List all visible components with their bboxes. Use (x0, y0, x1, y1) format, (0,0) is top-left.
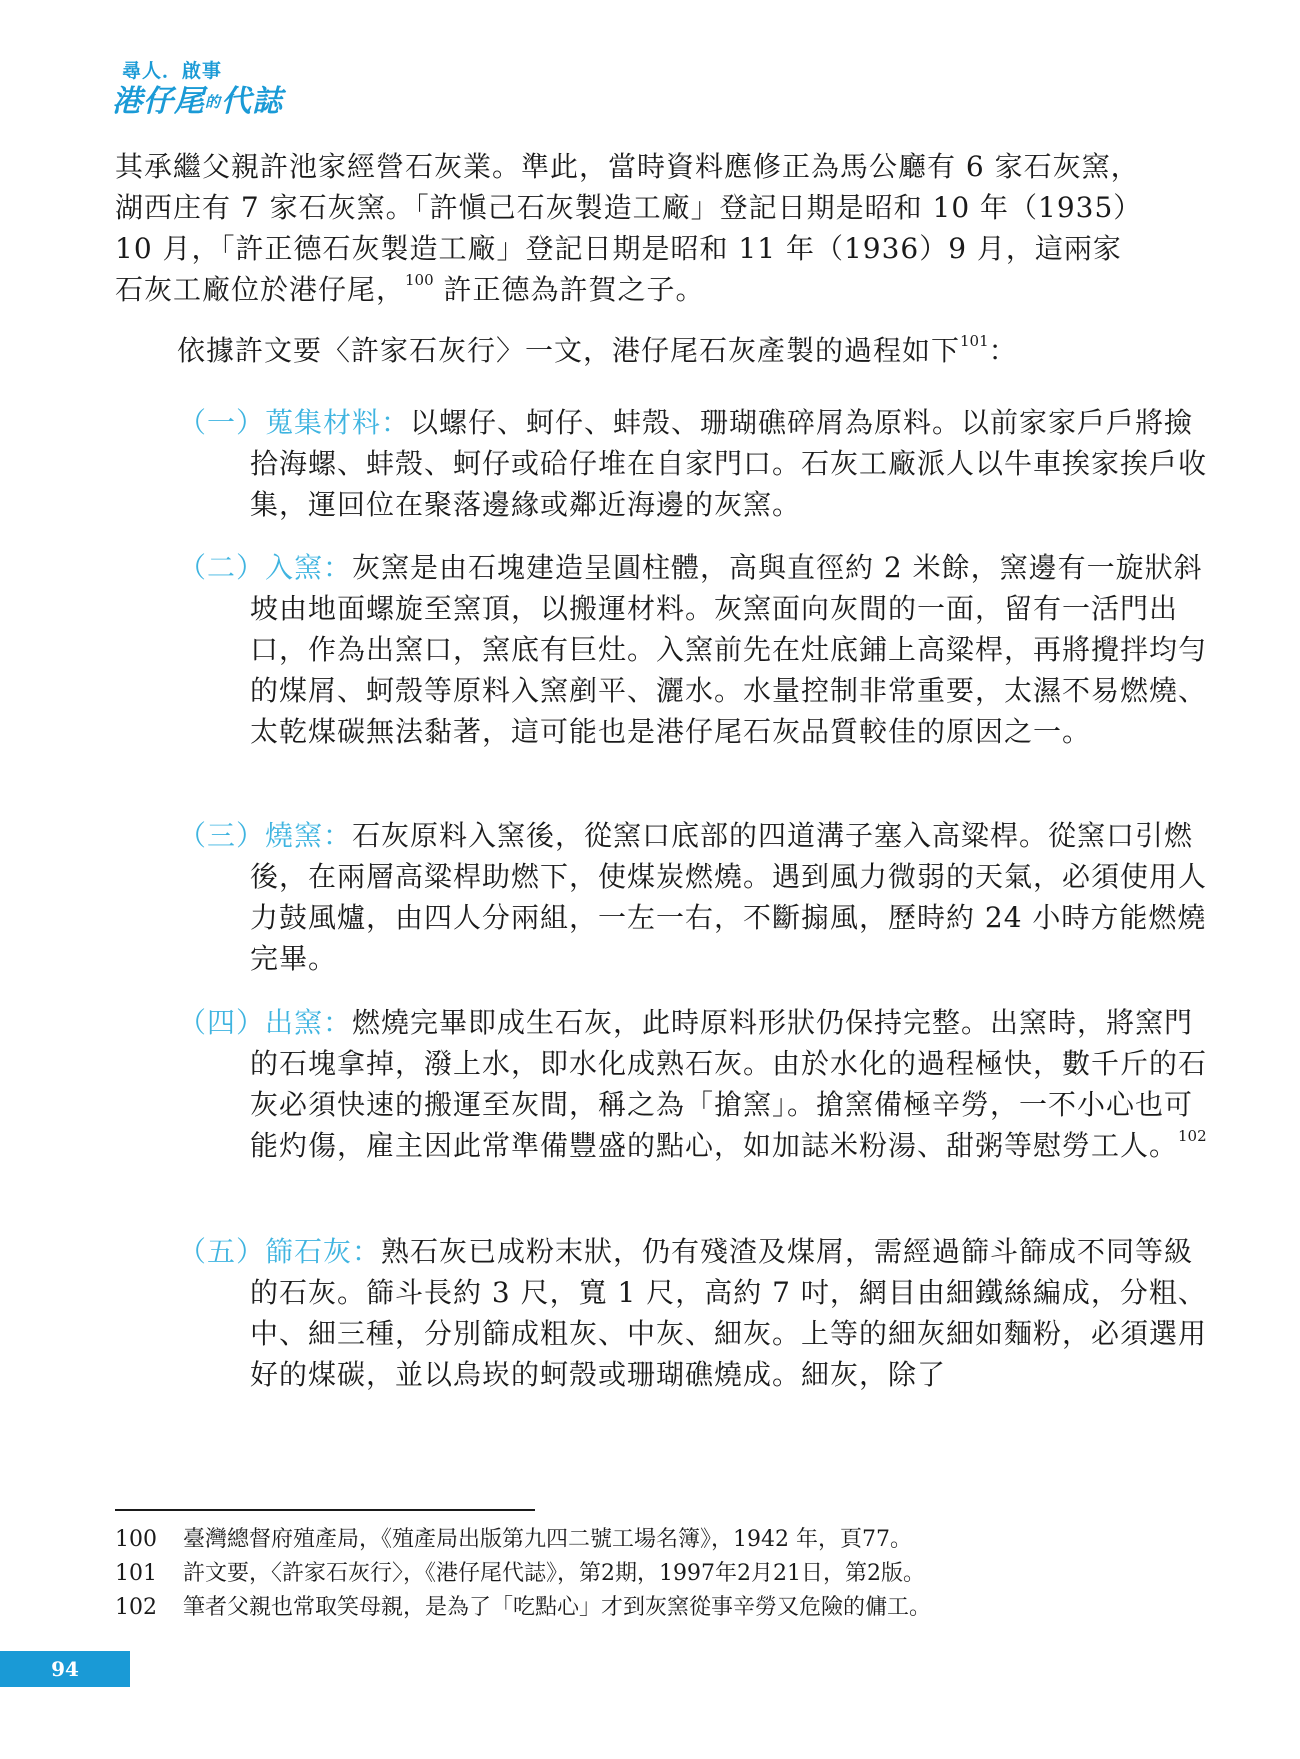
footnote-divider (115, 1509, 535, 1511)
masthead-subtitle: 尋人．啟事 (122, 60, 223, 82)
step-number: （一） (178, 406, 266, 439)
footnote-number: 100 (115, 1527, 157, 1552)
masthead-title-small: 的 (205, 93, 222, 111)
footnote-102 (115, 1591, 1175, 1625)
masthead-logo (112, 56, 372, 119)
step-number: （四） (178, 1006, 266, 1039)
step-body: 灰窯是由石塊建造呈圓柱體，高與直徑約 2 米餘，窯邊有一旋狀斜坡由地面螺旋至窯頂，以搬運材料。灰窯面向灰間的一面，留有一活門出口，作為出窯口，窯底有巨灶。入窯前先在灶底鋪上高粱桿，再將攪拌均勻的煤屑、蚵殼等原料入窯剷平、灑水。水量控制非常重要，太濕不易燃燒、太乾煤碳無法黏著，這可能也是港仔尾石灰品質較佳的原因之一。 (250, 551, 1208, 748)
step-title: 出窯： (265, 1006, 353, 1039)
step-number: （五） (178, 1235, 266, 1268)
page-number-tab (0, 1651, 130, 1687)
paragraph-1-text: 其承繼父親許池家經營石灰業。準此，當時資料應修正為馬公廳有 6 家石灰窯，湖西庄有 7 家石灰窯。「許愼己石灰製造工廠」登記日期是昭和 10 年（1935）10 月，「許正德石灰製造工廠」登記日期是昭和 11 年（1936）9 月，這兩家石灰工廠位於港仔尾， (115, 150, 1143, 306)
step-item (178, 1231, 1220, 1395)
footnote-text: 許文要，〈許家石灰行〉，《港仔尾代誌》，第2期，1997年2月21日，第2版。 (183, 1561, 925, 1586)
step-item (178, 547, 1220, 752)
step-body: 石灰原料入窯後，從窯口底部的四道溝子塞入高粱桿。從窯口引燃後，在兩層高粱桿助燃下，使煤炭燃燒。遇到風力微弱的天氣，必須使用人力鼓風爐，由四人分兩組，一左一右，不斷搧風，歷時約 24 小時方能燃燒完畢。 (250, 819, 1208, 975)
step-item (178, 815, 1220, 979)
footnote-text: 筆者父親也常取笑母親，是為了「吃點心」才到灰窯從事辛勞又危險的傭工。 (183, 1595, 932, 1620)
footnote-ref-101[interactable]: 101 (960, 332, 989, 350)
footnote-number: 101 (115, 1561, 157, 1586)
step-number: （二） (178, 551, 266, 584)
step-body: 以螺仔、蚵仔、蚌殼、珊瑚礁碎屑為原料。以前家家戶戶將撿拾海螺、蚌殼、蚵仔或硆仔堆在自家門口。石灰工廠派人以牛車挨家挨戶收集，運回位在聚落邊緣或鄰近海邊的灰窯。 (250, 406, 1208, 521)
step-item (178, 1002, 1220, 1166)
footnote-ref-100[interactable]: 100 (405, 271, 434, 289)
step-title: 入窯： (265, 551, 353, 584)
masthead-title (112, 76, 283, 120)
paragraph-2-text-end: ： (988, 334, 1018, 367)
paragraph-2 (115, 330, 1145, 371)
step-title: 篩石灰： (265, 1235, 382, 1268)
masthead-title-b: 代誌 (221, 84, 284, 119)
footnote-100 (115, 1523, 1175, 1557)
step-item (178, 402, 1220, 525)
step-title: 蒐集材料： (265, 406, 411, 439)
footnote-ref-102[interactable]: 102 (1178, 1127, 1207, 1145)
page-number: 94 (51, 1657, 79, 1681)
step-body: 熟石灰已成粉末狀，仍有殘渣及煤屑，需經過篩斗篩成不同等級的石灰。篩斗長約 3 尺，寬 1 尺，高約 7 吋，網目由細鐵絲編成，分粗、中、細三種，分別篩成粗灰、中灰、細灰。上等的細灰細如麵粉，必須選用好的煤碳，並以烏崁的蚵殼或珊瑚礁燒成。細灰，除了 (250, 1235, 1208, 1391)
footnotes (115, 1523, 1175, 1625)
footnote-number: 102 (115, 1595, 157, 1620)
step-body: 燃燒完畢即成生石灰，此時原料形狀仍保持完整。出窯時，將窯門的石塊拿掉，潑上水，即水化成熟石灰。由於水化的過程極快，數千斤的石灰必須快速的搬運至灰間，稱之為「搶窯」。搶窯備極辛勞，一不小心也可能灼傷，雇主因此常準備豐盛的點心，如加誌米粉湯、甜粥等慰勞工人。 (250, 1006, 1208, 1162)
paragraph-1 (115, 146, 1145, 310)
paragraph-2-text: 依據許文要〈許家石灰行〉一文，港仔尾石灰產製的過程如下 (177, 334, 961, 367)
step-number: （三） (178, 819, 266, 852)
masthead-title-a: 港仔尾 (112, 84, 205, 119)
paragraph-1-text-end: 許正德為許賀之子。 (433, 273, 705, 306)
step-title: 燒窯： (265, 819, 353, 852)
footnote-text: 臺灣總督府殖產局，《殖產局出版第九四二號工場名簿》，1942 年，頁77。 (183, 1527, 912, 1552)
footnote-101 (115, 1557, 1175, 1591)
